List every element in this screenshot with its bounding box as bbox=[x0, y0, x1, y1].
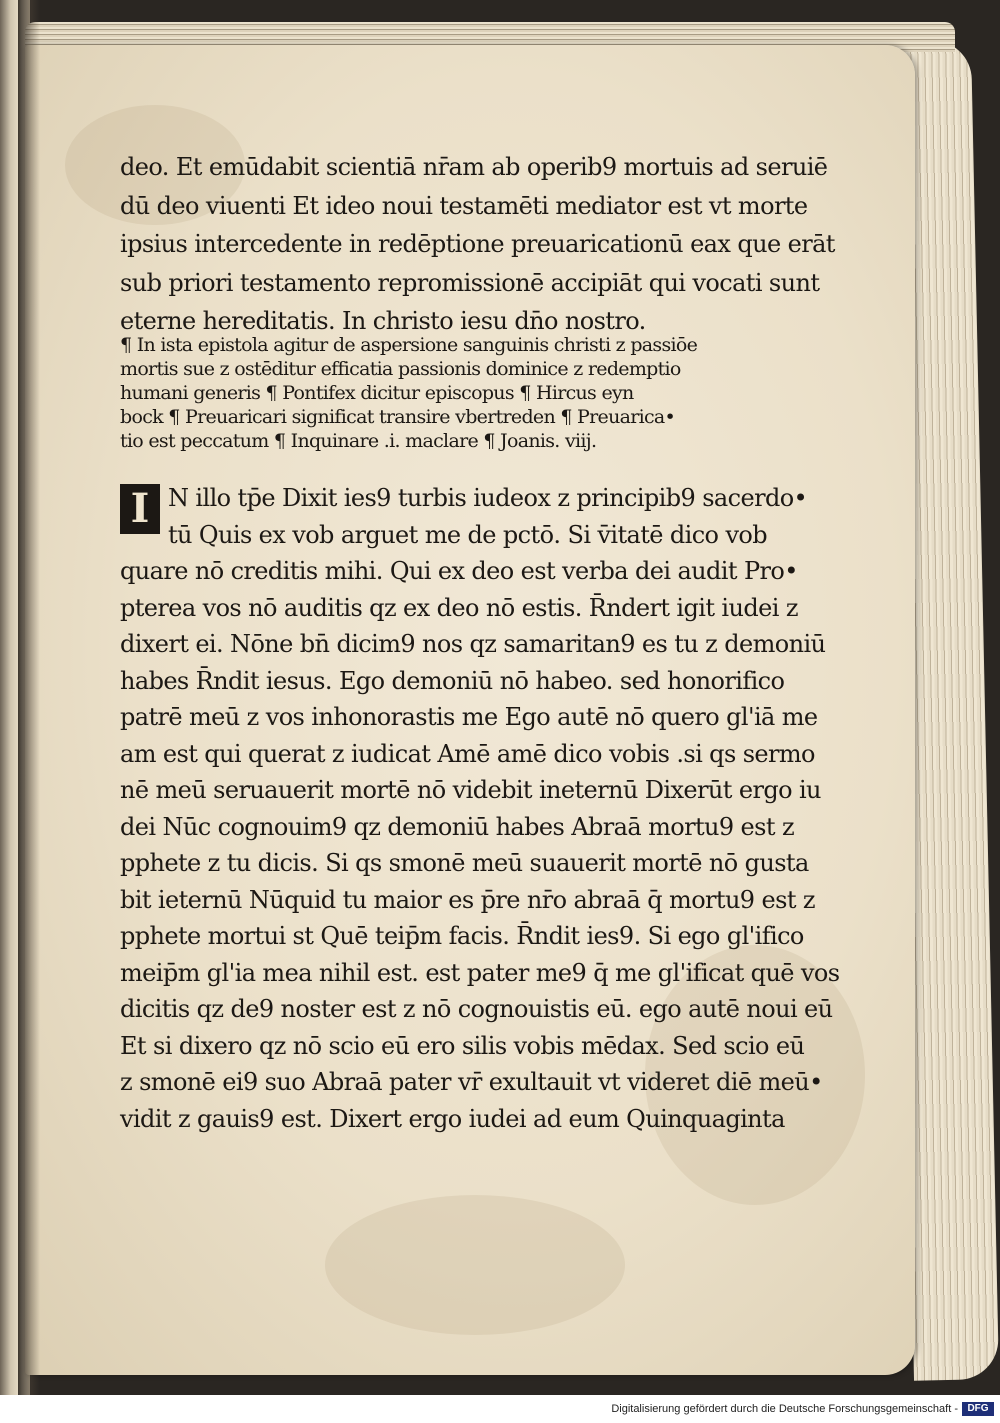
text-line: nē meū seruauerit mortē nō videbit ineternū Dixerūt ergo iu bbox=[120, 776, 821, 804]
text-line: bock ¶ Preuaricari significat transire vbertreden ¶ Preuarica• bbox=[120, 406, 676, 428]
text-line: am est qui querat z iudicat Amē amē dico vobis .si qs sermo bbox=[120, 739, 815, 768]
text-line: sub priori testamento repromissionē accipiāt qui vocati sunt bbox=[120, 268, 820, 297]
text-line: pterea vos nō auditis qz ex deo nō estis. R̄ndert igit iudei z bbox=[120, 593, 798, 622]
text-line: humani generis ¶ Pontifex dicitur episcopus ¶ Hircus eyn bbox=[120, 382, 634, 404]
text-line: tio est peccatum ¶ Inquinare .i. maclare ¶ Joanis. viij. bbox=[120, 430, 597, 452]
text-line: ipsius intercedente in redēptione preuaricationū eax que erāt bbox=[120, 230, 835, 258]
text-line: patrē meū z vos inhonorastis me Ego autē nō quero gl'iā me bbox=[120, 703, 818, 731]
paper-stain bbox=[325, 1195, 625, 1335]
book-gutter bbox=[18, 0, 40, 1395]
text-line: N illo tp̄e Dixit ies9 turbis iudeox z principib9 sacerdo• bbox=[168, 484, 808, 512]
text-line: dixert ei. Nōne bn̄ dicim9 nos qz samaritan9 es tu z demoniū bbox=[120, 630, 826, 658]
text-line: tū Quis ex vob arguet me de pctō. Si v̄itatē dico vob bbox=[168, 520, 768, 549]
text-line: eterne hereditatis. In christo iesu dn̄o nostro. bbox=[120, 307, 646, 335]
footer-bar bbox=[0, 1395, 1000, 1423]
text-line: pphete mortui st Quē teip̄m facis. R̄ndit ies9. Si ego gl'ifico bbox=[120, 922, 804, 950]
text-line: dicitis qz de9 noster est z nō cognouistis eū. ego autē noui eū bbox=[120, 995, 833, 1023]
text-line: dei Nūc cognouim9 qz demoniū habes Abraā mortu9 est z bbox=[120, 812, 794, 841]
text-line: mortis sue z ostēditur efficatia passionis dominice z redemptio bbox=[120, 358, 681, 380]
text-line: vidit z gauis9 est. Dixert ergo iudei ad eum Quinquaginta bbox=[120, 1104, 785, 1133]
dfg-logo: DFG bbox=[962, 1402, 994, 1416]
decorated-initial bbox=[120, 484, 160, 534]
text-line: ¶ In ista epistola agitur de aspersione sanguinis christi z passiōe bbox=[120, 334, 698, 356]
text-line: deo. Et emūdabit scientiā nr̄am ab operib9 mortuis ad seruiē bbox=[120, 153, 828, 181]
funding-credit-text: Digitalisierung gefördert durch die Deutsche Forschungsgemeinschaft - bbox=[611, 1403, 958, 1415]
text-block-epistle-ending bbox=[120, 148, 835, 341]
text-line: dū deo viuenti Et ideo noui testamēti mediator est vt morte bbox=[120, 191, 808, 220]
text-line: pphete z tu dicis. Si qs smonē meū suauerit mortē nō gusta bbox=[120, 849, 809, 877]
text-line: bit ieternū Nūquid tu maior es p̄re nr̄o abraā q̄ mortu9 est z bbox=[120, 885, 815, 914]
text-line: quare nō creditis mihi. Qui ex deo est verba dei audit Pro• bbox=[120, 557, 798, 585]
text-line: habes R̄ndit iesus. Ego demoniū nō habeo. sed honorifico bbox=[120, 666, 785, 695]
text-line: z smonē ei9 suo Abraā pater vr̄ exultauit vt videret diē meū• bbox=[120, 1068, 823, 1096]
initial-letter: I bbox=[130, 485, 150, 532]
text-line: meip̄m gl'ia mea nihil est. est pater me9 q̄ me gl'ificat quē vos bbox=[120, 958, 840, 987]
text-line: Et si dixero qz nō scio eū ero silis vobis mēdax. Sed scio eū bbox=[120, 1031, 805, 1060]
text-block-gospel bbox=[120, 480, 840, 1137]
text-block-commentary bbox=[120, 333, 770, 453]
